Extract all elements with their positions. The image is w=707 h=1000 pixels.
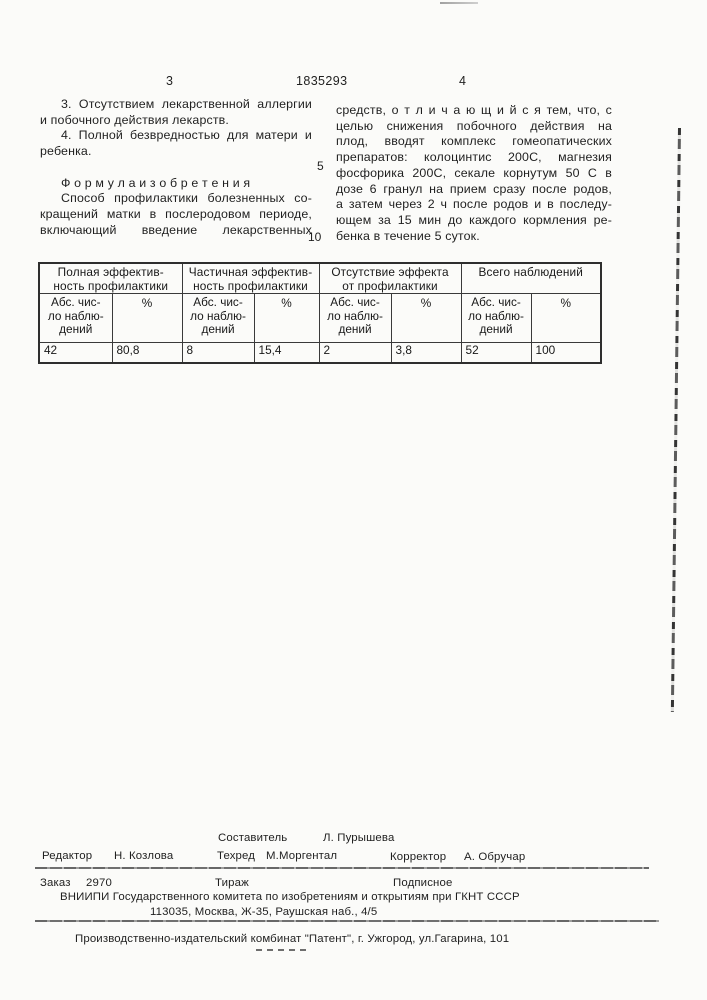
table-subheader-abs: Абс. чис- ло наблю- дений xyxy=(182,294,254,343)
table-group-header: Полная эффектив- ность профилактики xyxy=(39,263,182,294)
page-number-right: 4 xyxy=(459,74,467,88)
vniipi-line: ВНИИПИ Государственного комитета по изобретениям и открытиям при ГКНТ СССР xyxy=(60,891,520,903)
corrector-label: Корректор xyxy=(390,851,447,863)
table-value: 3,8 xyxy=(391,343,461,364)
text-line: включающий введение лекарственных xyxy=(40,222,312,237)
table-group-header: Всего наблюдений xyxy=(461,263,601,294)
text-line: бенка в течение 5 суток. xyxy=(336,228,480,243)
techred-name: М.Моргентал xyxy=(266,850,338,862)
podpisnoe-label: Подписное xyxy=(393,877,453,889)
table-subheader-abs: Абс. чис- ло наблю- дений xyxy=(39,294,112,343)
text-column-left xyxy=(40,97,312,238)
scan-dashes xyxy=(256,949,306,951)
order-number: 2970 xyxy=(86,877,112,889)
tirazh-label: Тираж xyxy=(215,877,249,889)
address-line: 113035, Москва, Ж-35, Раушская наб., 4/5 xyxy=(150,906,378,918)
text-line: плод, вводят комплекс гомеопатических xyxy=(336,134,612,149)
scan-edge-line xyxy=(671,128,681,712)
margin-line-number-10: 10 xyxy=(308,230,322,244)
table-subheader-pct: % xyxy=(531,294,601,343)
patent-number: 1835293 xyxy=(296,74,348,88)
order-label: Заказ xyxy=(40,877,71,889)
text-line: и побочного действия лекарств. xyxy=(40,112,230,127)
table-subheader-abs: Абс. чис- ло наблю- дений xyxy=(319,294,391,343)
margin-line-number-5: 5 xyxy=(317,159,324,173)
corrector-name: А. Обручар xyxy=(464,851,526,863)
scan-smudge-top xyxy=(440,2,478,4)
table-value: 52 xyxy=(461,343,531,364)
compiler-name: Л. Пурышева xyxy=(323,832,395,844)
text-column-right xyxy=(336,103,612,244)
text-line: фосфорика 200С, секале корнутум 50 С в xyxy=(336,165,612,180)
techred-label: Техред xyxy=(217,850,256,862)
text-line: а затем через 2 ч после родов и в последу- xyxy=(336,197,612,212)
editor-label: Редактор xyxy=(42,850,93,862)
text-line: Способ профилактики болезненных со- xyxy=(61,191,312,206)
text-line: ющем за 15 мин до каждого кормления ре- xyxy=(336,212,612,227)
table-group-header: Отсутствие эффекта от профилактики xyxy=(319,263,461,294)
footer-divider-top xyxy=(35,867,649,869)
table-subheader-pct: % xyxy=(391,294,461,343)
text-line: кращений матки в послеродовом периоде, xyxy=(40,206,312,221)
results-table xyxy=(38,262,602,364)
table-value: 80,8 xyxy=(112,343,182,364)
editor-name: Н. Козлова xyxy=(114,850,174,862)
text-line xyxy=(40,160,312,176)
table-value: 42 xyxy=(39,343,112,364)
table-value: 15,4 xyxy=(254,343,319,364)
table-value: 100 xyxy=(531,343,601,364)
text-line: 3. Отсутствием лекарственной аллергии xyxy=(61,97,312,111)
text-line: препаратов: колоцинтис 200С, магнезия xyxy=(336,150,612,165)
table-subheader-abs: Абс. чис- ло наблю- дений xyxy=(461,294,531,343)
text-line: 4. Полной безвредностью для матери и xyxy=(61,128,312,143)
plant-line: Производственно-издательский комбинат "Патент", г. Ужгород, ул.Гагарина, 101 xyxy=(75,933,510,945)
text-line: Ф о р м у л а и з о б р е т е н и я xyxy=(61,175,251,190)
table-value: 2 xyxy=(319,343,391,364)
text-line: ребенка. xyxy=(40,144,92,159)
footer-divider-bottom xyxy=(35,920,659,922)
table-subheader-pct: % xyxy=(112,294,182,343)
text-line: средств, о т л и ч а ю щ и й с я тем, что, с xyxy=(336,103,612,117)
compiler-label: Составитель xyxy=(218,832,288,844)
table-group-header: Частичная эффектив- ность профилактики xyxy=(182,263,319,294)
text-line: дозе 6 гранул на прием сразу после родов, xyxy=(336,181,612,196)
table-subheader-pct: % xyxy=(254,294,319,343)
page-number-left: 3 xyxy=(166,74,174,88)
table-value: 8 xyxy=(182,343,254,364)
text-line: целью снижения побочного действия на xyxy=(336,118,612,133)
